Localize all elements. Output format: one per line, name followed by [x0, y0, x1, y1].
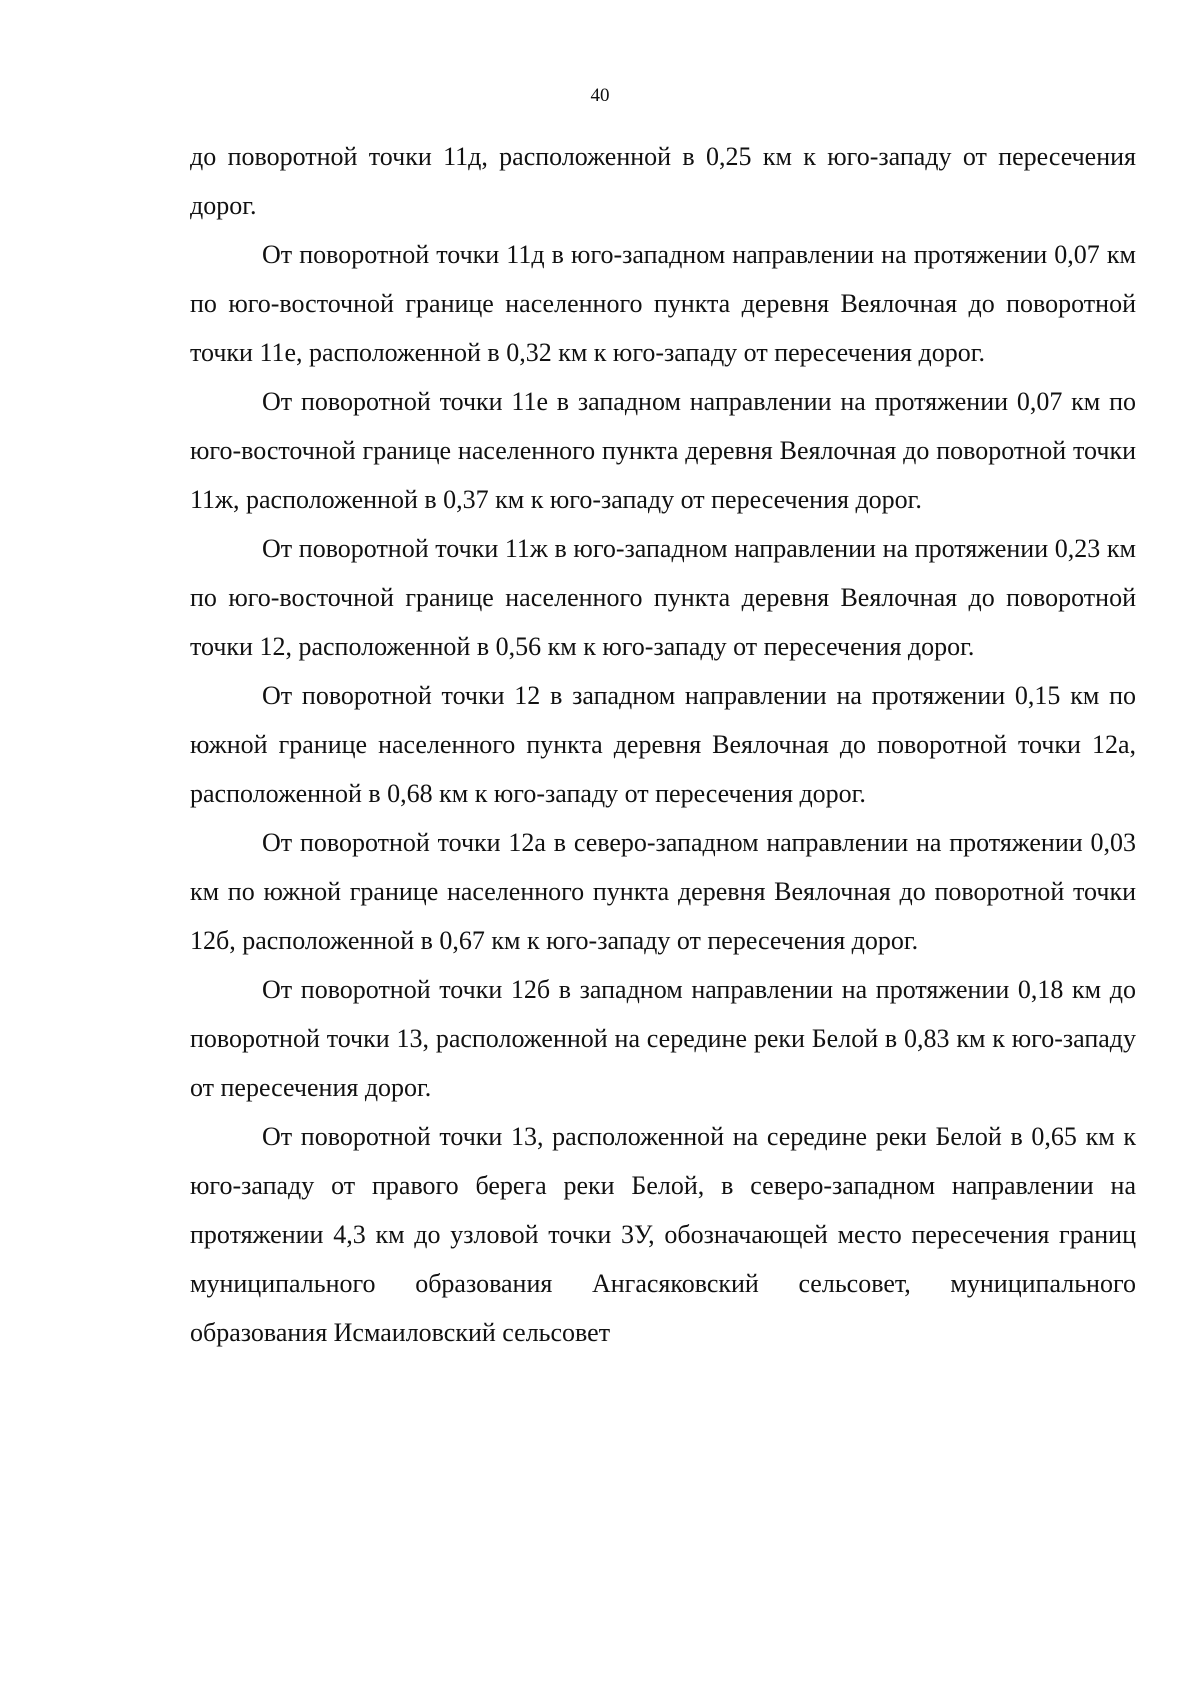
paragraph: От поворотной точки 13, расположенной на середине реки Белой в 0,65 км к юго-западу от правого берега реки Белой, в северо-западном направлении на протяжении 4,3 км до узловой точки 3У, обозначающей место пересечения границ муниципального образования Ангасяковский сельсовет, муниципального образования Исмаиловский сельсовет	[190, 1122, 1136, 1347]
paragraph: От поворотной точки 12а в северо-западном направлении на протяжении 0,03 км по южной границе населенного пункта деревня Веялочная до поворотной точки 12б, расположенной в 0,67 км к юго-западу от пересечения дорог.	[190, 828, 1136, 955]
paragraph: до поворотной точки 11д, расположенной в 0,25 км к юго-западу от пересечения дорог.	[190, 142, 1136, 220]
paragraph: От поворотной точки 12 в западном направлении на протяжении 0,15 км по южной границе населенного пункта деревня Веялочная до поворотной точки 12а, расположенной в 0,68 км к юго-западу от пересечения дорог.	[190, 681, 1136, 808]
paragraph: От поворотной точки 12б в западном направлении на протяжении 0,18 км до поворотной точки 13, расположенной на середине реки Белой в 0,83 км к юго-западу от пересечения дорог.	[190, 975, 1136, 1102]
paragraph: От поворотной точки 11е в западном направлении на протяжении 0,07 км по юго-восточной границе населенного пункта деревня Веялочная до поворотной точки 11ж, расположенной в 0,37 км к юго-западу от пересечения дорог.	[190, 387, 1136, 514]
page-number: 40	[590, 85, 610, 106]
paragraph: От поворотной точки 11д в юго-западном направлении на протяжении 0,07 км по юго-восточной границе населенного пункта деревня Веялочная до поворотной точки 11е, расположенной в 0,32 км к юго-западу от пересечения дорог.	[190, 240, 1136, 367]
document-body	[190, 132, 1136, 1357]
paragraph: От поворотной точки 11ж в юго-западном направлении на протяжении 0,23 км по юго-восточной границе населенного пункта деревня Веялочная до поворотной точки 12, расположенной в 0,56 км к юго-западу от пересечения дорог.	[190, 534, 1136, 661]
